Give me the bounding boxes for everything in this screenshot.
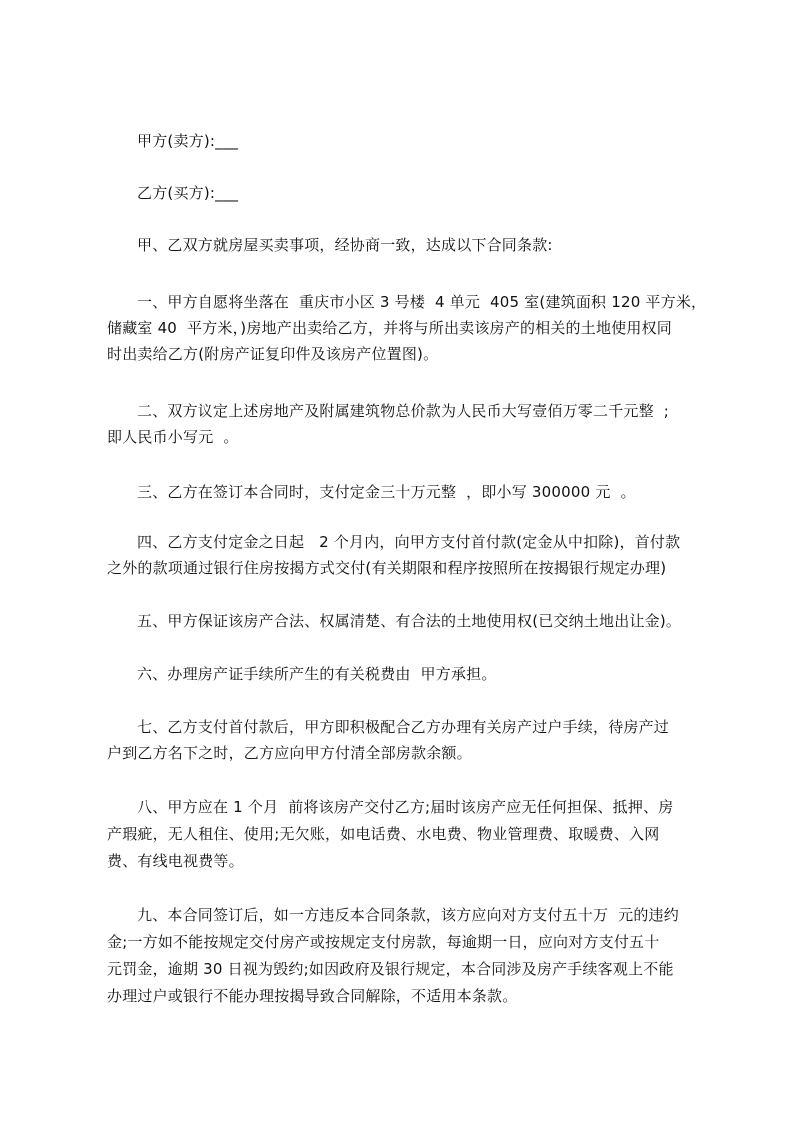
clause-1-line-2: 储藏室 40 平方米，)房地产出卖给乙方，并将与所出卖该房产的相关的土地使用权同 (107, 319, 672, 337)
clause-2-line-2: 即人民币小写元 。 (107, 428, 239, 446)
clause-6-line-1: 六、办理房产证手续所产生的有关税费由 甲方承担。 (137, 665, 497, 683)
intro-line: 甲、乙双方就房屋买卖事项，经协商一致，达成以下合同条款: (137, 236, 553, 254)
clause-8-line-2: 产瑕疵，无人租住、使用;无欠账，如电话费、水电费、物业管理费、取暖费、入网 (107, 825, 660, 843)
clause-7-line-1: 七、乙方支付首付款后，甲方即积极配合乙方办理有关房产过户手续，待房产过 (137, 718, 670, 736)
clause-1-line-1: 一、甲方自愿将坐落在 重庆市小区 3 号楼 4 单元 405 室(建筑面积 120 平方米， (137, 293, 707, 311)
clause-9-line-1: 九、本合同签订后，如一方违反本合同条款，该方应向对方支付五十万 元的违约 (137, 906, 679, 924)
clause-3-line-1: 三、乙方在签订本合同时，支付定金三十万元整 ，即小写 300000 元 。 (137, 483, 636, 501)
clause-5-line-1: 五、甲方保证该房产合法、权属清楚、有合法的土地使用权(已交纳土地出让金)。 (137, 612, 682, 630)
clause-8-line-3: 费、有线电视费等。 (107, 852, 244, 870)
clause-2-line-1: 二、双方议定上述房地产及附属建筑物总价款为人民币大写壹佰万零二千元整 ; (137, 402, 669, 420)
party-a-line: 甲方(卖方):___ (137, 132, 239, 150)
clause-9-line-3: 元罚金，逾期 30 日视为毁约;如因政府及银行规定，本合同涉及房产手续客观上不能 (107, 960, 674, 978)
clause-4-line-1: 四、乙方支付定金之日起 2 个月内，向甲方支付首付款(定金从中扣除)，首付款 (137, 533, 681, 551)
party-b-line: 乙方(买方):___ (137, 184, 239, 202)
clause-4-line-2: 之外的款项通过银行住房按揭方式交付(有关期限和程序按照所在按揭银行规定办理) (107, 559, 667, 577)
clause-8-line-1: 八、甲方应在 1 个月 前将该房产交付乙方;届时该房产应无任何担保、抵押、房 (137, 798, 674, 816)
clause-9-line-4: 办理过户或银行不能办理按揭导致合同解除，不适用本条款。 (107, 987, 518, 1005)
clause-9-line-2: 金;一方如不能按规定交付房产或按规定支付房款，每逾期一日，应向对方支付五十 (107, 933, 660, 951)
clause-1-line-3: 时出卖给乙方(附房产证复印件及该房产位置图)。 (107, 345, 439, 363)
clause-7-line-2: 户到乙方名下之时，乙方应向甲方付清全部房款余额。 (107, 744, 472, 762)
